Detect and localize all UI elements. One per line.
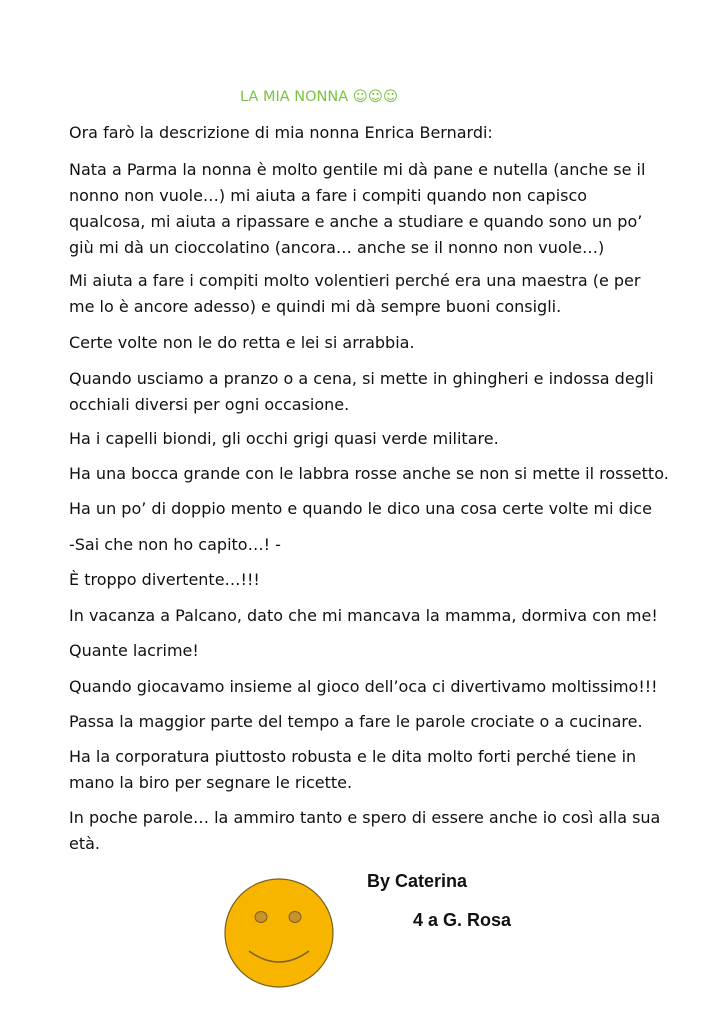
text-line: me lo è ancore adesso) e quindi mi dà sempre buoni consigli. bbox=[69, 297, 562, 316]
smiley-left-eye bbox=[255, 912, 267, 923]
paragraph bbox=[69, 805, 669, 857]
text-line: giù mi dà un cioccolatino (ancora… anche se il nonno non vuole…) bbox=[69, 238, 605, 257]
paragraph bbox=[69, 461, 669, 487]
paragraph bbox=[69, 567, 669, 593]
paragraph bbox=[69, 709, 669, 735]
text-line: Nata a Parma la nonna è molto gentile mi dà pane e nutella (anche se il bbox=[69, 160, 646, 179]
signature-class: 4 a G. Rosa bbox=[413, 910, 512, 930]
text-line: Quante lacrime! bbox=[69, 641, 199, 660]
text-line: qualcosa, mi aiuta a ripassare e anche a studiare e quando sono un po’ bbox=[69, 212, 643, 231]
text-line: nonno non vuole…) mi aiuta a fare i compiti quando non capisco bbox=[69, 186, 588, 205]
paragraph bbox=[69, 268, 669, 320]
text-line: -Sai che non ho capito…! - bbox=[69, 535, 281, 554]
text-line: Quando giocavamo insieme al gioco dell’oca ci divertivamo moltissimo!!! bbox=[69, 677, 658, 696]
text-line: età. bbox=[69, 834, 101, 853]
text-line: occhiali diversi per ogni occasione. bbox=[69, 395, 350, 414]
paragraph bbox=[69, 366, 669, 418]
text-line: Mi aiuta a fare i compiti molto volentieri perché era una maestra (e per bbox=[69, 271, 641, 290]
paragraph bbox=[69, 744, 669, 796]
smiley-face-icon bbox=[223, 877, 335, 989]
text-line: Passa la maggior parte del tempo a fare le parole crociate o a cucinare. bbox=[69, 712, 643, 731]
text-line: Ora farò la descrizione di mia nonna Enrica Bernardi: bbox=[69, 123, 493, 142]
text-line: Ha i capelli biondi, gli occhi grigi quasi verde militare. bbox=[69, 429, 499, 448]
signature-author: By Caterina bbox=[367, 871, 468, 891]
text-line: Certe volte non le do retta e lei si arrabbia. bbox=[69, 333, 415, 352]
text-line: Quando usciamo a pranzo o a cena, si mette in ghingheri e indossa degli bbox=[69, 369, 654, 388]
paragraph bbox=[69, 157, 669, 261]
smiley-right-eye bbox=[289, 912, 301, 923]
document-title: LA MIA NONNA ☺☺☺ bbox=[240, 89, 399, 105]
paragraph bbox=[69, 426, 669, 452]
text-line: mano la biro per segnare le ricette. bbox=[69, 773, 353, 792]
paragraph bbox=[69, 638, 669, 664]
paragraph bbox=[69, 674, 669, 700]
text-line: È troppo divertente…!!! bbox=[69, 570, 260, 589]
paragraph bbox=[69, 496, 669, 522]
smiley-face bbox=[225, 879, 333, 987]
paragraph bbox=[69, 120, 669, 146]
text-line: Ha la corporatura piuttosto robusta e le dita molto forti perché tiene in bbox=[69, 747, 637, 766]
text-line: Ha un po’ di doppio mento e quando le dico una cosa certe volte mi dice bbox=[69, 499, 652, 518]
text-line: In poche parole… la ammiro tanto e spero di essere anche io così alla sua bbox=[69, 808, 661, 827]
paragraph bbox=[69, 330, 669, 356]
text-line: In vacanza a Palcano, dato che mi mancava la mamma, dormiva con me! bbox=[69, 606, 658, 625]
paragraph bbox=[69, 532, 669, 558]
text-line: Ha una bocca grande con le labbra rosse anche se non si mette il rossetto. bbox=[69, 464, 669, 483]
paragraph bbox=[69, 603, 669, 629]
